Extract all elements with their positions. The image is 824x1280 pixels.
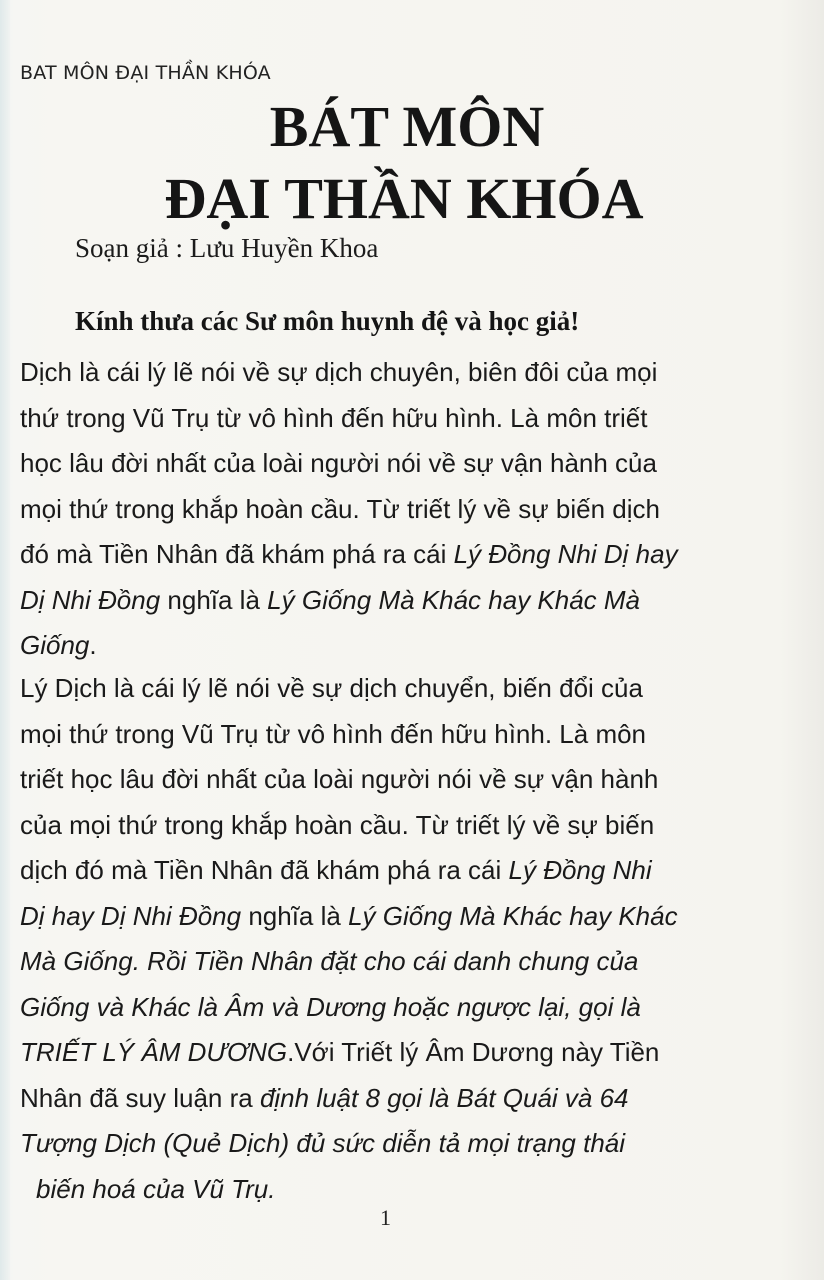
text-segment: .Với Triết lý Âm Dương này Tiền — [287, 1037, 660, 1067]
italic-text: Dị hay Dị Nhi Đồng — [20, 900, 242, 931]
italic-text: Mà Giống. Rồi Tiền Nhân đặt cho cái danh chung của — [20, 946, 639, 976]
italic-text: Lý Đồng Nhi Dị hay — [453, 539, 678, 569]
text-segment: nghĩa là — [241, 900, 349, 931]
text-segment: dịch đó mà Tiền Nhân đã khám phá ra cái — [20, 855, 509, 885]
italic-text: Tượng Dịch (Quẻ Dịch) đủ sức diễn tả mọi trạng thái — [20, 1128, 626, 1158]
text-segment: mọi thứ trong Vũ Trụ từ vô hình đến hữu hình. Là môn — [20, 718, 647, 749]
text-line — [20, 894, 810, 940]
greeting-heading: Kính thưa các Sư môn huynh đệ và học giả! — [75, 306, 580, 336]
text-line — [20, 985, 810, 1031]
text-segment: của mọi thứ trong khắp hoàn cầu. Từ triết lý về sự biến — [20, 809, 655, 840]
text-line — [20, 1076, 810, 1122]
italic-text: biến hoá của Vũ Trụ. — [36, 1173, 276, 1204]
italic-text: Lý Giống Mà Khác hay Khác — [348, 900, 678, 931]
text-line — [20, 1030, 810, 1076]
title-line-2: ĐẠI THẦN KHÓA — [164, 166, 644, 231]
text-segment: học lâu đời nhất của loài người nói về sự vận hành của — [20, 448, 657, 478]
text-segment: thứ trong Vũ Trụ từ vô hình đến hữu hình. Là môn triết — [20, 402, 648, 433]
text-line — [20, 939, 810, 985]
text-segment: nghĩa là — [160, 584, 268, 615]
text-line — [20, 396, 810, 442]
italic-text: định luật 8 gọi là Bát Quái và 64 — [259, 1082, 629, 1113]
text-line — [20, 666, 810, 712]
text-line — [20, 578, 810, 624]
text-line — [20, 803, 810, 849]
text-segment: Dịch là cái lý lẽ nói về sự dịch chuyên, biên đôi của mọi — [20, 357, 658, 387]
text-line — [20, 1121, 810, 1167]
text-segment: mọi thứ trong khắp hoàn cầu. Từ triết lý về sự biến dịch — [20, 493, 660, 524]
title-line-1: BÁT MÔN — [269, 94, 545, 159]
paragraph-2 — [20, 666, 810, 1212]
text-line — [20, 350, 810, 396]
text-segment: Lý Dịch là cái lý lẽ nói về sự dịch chuyển, biến đổi của — [20, 673, 643, 703]
paragraph-1 — [20, 350, 810, 669]
italic-text: Lý Giống Mà Khác hay Khác Mà — [267, 584, 641, 615]
italic-text: TRIẾT LÝ ÂM DƯƠNG — [20, 1037, 288, 1067]
italic-text: Lý Đồng Nhi — [508, 855, 652, 885]
italic-text: Giống và Khác là Âm và Dương hoặc ngược lại, gọi là — [20, 991, 641, 1022]
text-line — [20, 441, 810, 487]
running-header: BAT MÔN ĐẠI THẦN KHÓA — [20, 62, 271, 84]
text-segment: đó mà Tiền Nhân đã khám phá ra cái — [20, 539, 454, 569]
text-segment: . — [89, 630, 97, 660]
text-line — [20, 757, 810, 803]
italic-text: Giống — [20, 630, 90, 660]
text-line — [20, 623, 810, 669]
text-segment: triết học lâu đời nhất của loài người nói về sự vận hành — [20, 764, 659, 794]
text-line — [20, 532, 810, 578]
text-line — [20, 712, 810, 758]
author-line: Soạn giả : Lưu Huyền Khoa — [75, 233, 379, 263]
italic-text: Dị Nhi Đồng — [20, 584, 161, 615]
text-line — [20, 1167, 810, 1213]
text-segment: Nhân đã suy luận ra — [20, 1082, 260, 1113]
page-number: 1 — [380, 1205, 391, 1230]
text-line — [20, 848, 810, 894]
text-line — [20, 487, 810, 533]
